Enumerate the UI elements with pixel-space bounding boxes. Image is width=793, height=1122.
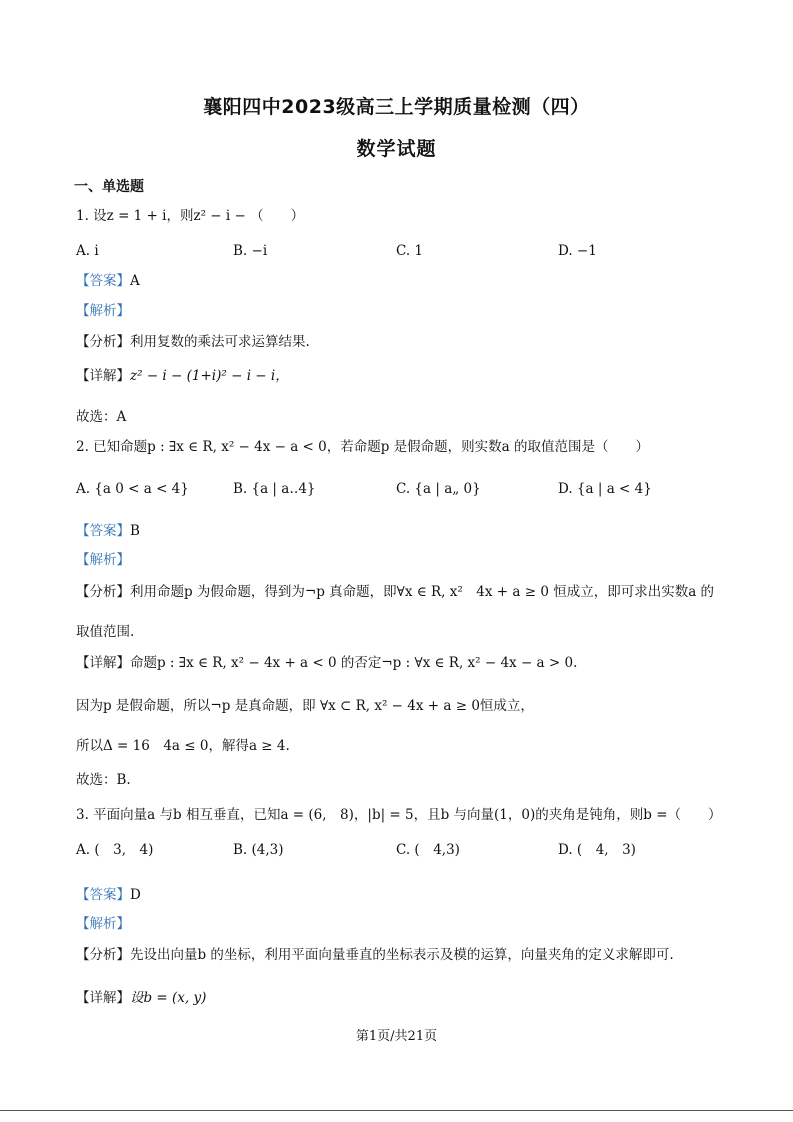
analysis-text: 利用命题p 为假命题，得到为¬p 真命题，即∀x ∈ R, x² 4x + a ≥ 0 恒成立，即可求出实数a 的 (130, 584, 715, 600)
q2-option-d: D. {a | a < 4} (558, 481, 652, 497)
q3-answer (76, 886, 141, 904)
q3-analysis (76, 946, 674, 964)
q2-analysis-line2: 取值范围. (76, 624, 135, 640)
q1-option-d: D. −1 (558, 243, 597, 259)
page-title: 襄阳四中2023级高三上学期质量检测（四） (203, 96, 590, 118)
answer-value: D (130, 887, 141, 903)
detail-text: 命题p : ∃x ∈ R, x² − 4x + a < 0 的否定¬p : ∀x ∈ R, x² − 4x − a > 0. (130, 655, 578, 671)
q2-choice: 故选：B. (76, 772, 131, 788)
q2-option-a: A. {a 0 < a < 4} (76, 481, 189, 497)
answer-tag: 【答案】 (76, 273, 130, 289)
q1-choice: 故选：A (76, 409, 127, 425)
q2-stem: 2. 已知命题p : ∃x ∈ R, x² − 4x − a < 0，若命题p 是假命题，则实数a 的取值范围是（ ） (76, 439, 650, 455)
q3-option-d: D. ( 4, 3) (558, 842, 636, 858)
q2-analysis-line1 (76, 583, 714, 601)
page-number: 第1页/共21页 (355, 1029, 438, 1044)
q1-answer (76, 272, 140, 290)
q3-stem: 3. 平面向量a 与b 相互垂直，已知a = (6, 8)，|b| = 5，且b 与向量(1，0)的夹角是钝角，则b =（ ） (76, 807, 722, 823)
q1-detail (76, 367, 289, 385)
q3-option-a: A. ( 3, 4) (76, 842, 154, 858)
q1-option-b: B. −i (233, 243, 268, 259)
q2-detail-line2: 因为p 是假命题，所以¬p 是真命题，即 ∀x ⊂ R, x² − 4x + a ≥ 0恒成立， (76, 698, 534, 714)
q2-answer (76, 522, 140, 540)
detail-text: z² − i − (1+i)² − i − i， (130, 368, 289, 384)
q1-analysis (76, 333, 310, 351)
q2-detail-line3: 所以Δ = 16 4a ≤ 0，解得a ≥ 4. (76, 738, 290, 754)
q2-detail-line1 (76, 654, 577, 672)
q2-jiexi-tag: 【解析】 (76, 552, 130, 568)
detail-tag: 【详解】 (76, 368, 130, 384)
q2-option-b: B. {a | a‥4} (233, 481, 316, 497)
detail-text: 设b = (x, y) (130, 990, 207, 1006)
q1-jiexi-tag: 【解析】 (76, 303, 130, 319)
page-subtitle: 数学试题 (356, 138, 437, 160)
bottom-divider (0, 1110, 793, 1111)
section-heading: 一、单选题 (74, 179, 144, 195)
q3-jiexi-tag: 【解析】 (76, 916, 130, 932)
answer-value: A (130, 273, 140, 289)
q2-option-c: C. {a | a„ 0} (396, 481, 481, 497)
q1-stem: 1. 设z = 1 + i，则z² − i − （ ） (76, 208, 305, 224)
analysis-tag: 【分析】 (76, 947, 130, 963)
analysis-tag: 【分析】 (76, 584, 130, 600)
detail-tag: 【详解】 (76, 990, 130, 1006)
answer-tag: 【答案】 (76, 887, 130, 903)
q1-option-c: C. 1 (396, 243, 424, 259)
q3-detail (76, 989, 206, 1007)
q3-option-c: C. ( 4,3) (396, 842, 460, 858)
detail-tag: 【详解】 (76, 655, 130, 671)
analysis-text: 利用复数的乘法可求运算结果. (130, 334, 310, 350)
analysis-text: 先设出向量b 的坐标，利用平面向量垂直的坐标表示及模的运算，向量夹角的定义求解即可. (130, 947, 674, 963)
q3-option-b: B. (4,3) (233, 842, 284, 858)
answer-value: B (130, 523, 140, 539)
answer-tag: 【答案】 (76, 523, 130, 539)
q1-option-a: A. i (76, 243, 99, 259)
analysis-tag: 【分析】 (76, 334, 130, 350)
